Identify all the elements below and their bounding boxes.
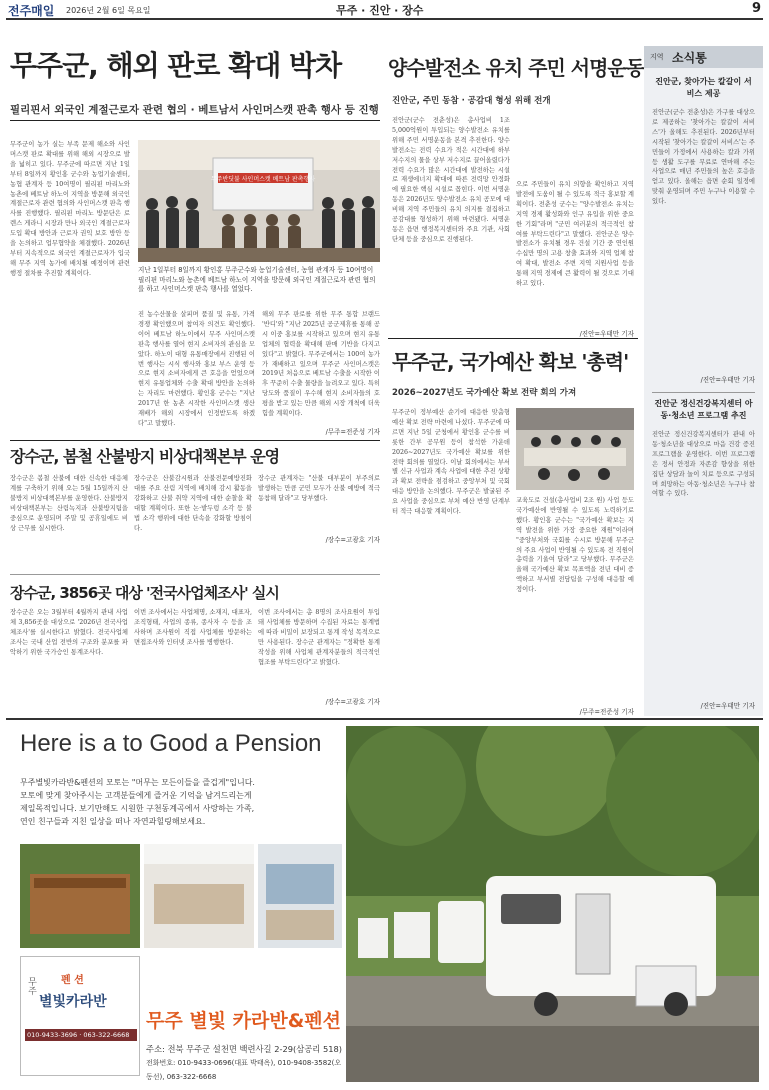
- byline: /장수=고광호 기자: [325, 698, 380, 706]
- forest-headline: 장수군, 봄철 산불방지 비상대책본부 운영: [10, 447, 280, 466]
- budget-meeting-photo: [516, 408, 634, 490]
- byline: /무주=전준성 기자: [325, 428, 380, 436]
- sidebar-label-big: 소식통: [672, 51, 707, 65]
- pension-logo: 무주 별빛카라반 펜 션 010-9433-3696 · 063-322-6668: [20, 956, 140, 1076]
- photo-caption: 지난 1일부터 8일까지 황인홍 무주군수와 농업기술센터, 농협 관계자 등 10여명이 필리핀 마리노와 농촌에 베트남 하노이 지역을 방문해 외국인 계절근로자 관련 협의를 하고 사인머스캣 판촉 행사를 열었다.: [138, 266, 376, 294]
- main-article-body: 진 농수산물을 살피며 품질 및 유통, 가격 경쟁 확인했으며 참여자 의견도 확인했다. 이어 베트남 하노이에서 무주 사인머스캣 판촉 행사를 열어 현지 소비자의 관심을 모았다. 하노이 대형 유통매장에서 진행된 이번 행사는 시식 행사와 홍보 부스 운영 등으로 현지 소비자에게 큰 호응을 얻었으며 현지 유통업체와 수출 확대 방안을 논의하는 자리도 마련했다. 황인홍 군수는 "지난 2017년 한 농촌 시작한 사인머스캣 생산 재배가 해외 시장에서 인정받도록 하겠다"고 말했다.: [138, 311, 255, 427]
- divider: [10, 440, 380, 441]
- newspaper-logo: 전주매일: [8, 4, 55, 18]
- survey-article-body: 이번 조사에서는 사업체명, 소재지, 대표자, 조직형태, 사업의 종류, 종사자 수 등을 조사하며 조사원이 직접 사업체를 방문하는 면접조사와 인터넷 조사를 병행한다.: [134, 609, 252, 646]
- page-header: [6, 0, 763, 20]
- budget-article-body: 교육도로 건설(총사업비 2조 원) 사업 등도 국가예산에 반영될 수 있도록 노력하기로 했다. 황인홍 군수는 "국가예산 확보는 지역 발전을 위한 가장 중요한 재원"이라며 "중앙부처와 국회를 수시로 방문해 무주군의 주요 사업이 반영될 수 있도록 전 직원이 총력을 기울여 달라"고 당부했다. 무주군은 올해 국가예산 확보 목표액을 전년 대비 증액하고 부서별 전담팀을 구성해 대응할 예정이다.: [516, 497, 634, 594]
- divider: [10, 120, 380, 121]
- main-article-body: 무주군이 농가 실는 부족 문제 해소와 사인머스캣 판로 확대를 위해 해외 시장으로 발을 넓히고 있다. 무주군에 따르면 지난 1일부터 8일까지 황인홍 군수와 농업기술센터, 농협 관계자 등 10여명이 필리핀 마리노와 농촌에 베트남 하노이 지역을 방문해 외국인 계절근로자 관련 협의와 사인머스캣 판촉 행사를 진행했다. 필리핀 마리노 방문단은 로렌스 게라니 시장과 만나 외국인 계절근로자 도입 확대 방안과 근로자 권익 보호 방안 등을 논의하고 업무협약을 체결했다. 2026년부터 지속적으로 외국인 계절근로자가 입국해 무주 지역 농가에 배치될 예정이며 관련 행정 절차를 추진할 계획이다.: [10, 141, 130, 277]
- room-photo: [144, 844, 254, 948]
- caravan-photo: [346, 726, 759, 1082]
- sidebar-item-title: 진안군 정신건강복지센터 아동·청소년 프로그램 추진: [654, 399, 753, 420]
- ad-intro: 무주별빛카라반&펜션의 모토는 "머무는 모든이들을 즐겁게"입니다. 모토에 맞게 찾아주시는 고객분들에게 즐거운 기억을 남겨드리는게 제일목적입니다. 보기만해도 시원한 구천동계곡에서 사랑하는 가족, 연인 친구들과 지친 일상을 떠나 자연과힐링해보세요.: [20, 778, 255, 826]
- forest-article-body: 장수군은 산불감시원과 산불전문예방진화대를 주요 산림 지역에 배치해 감시 활동을 강화하고 산불 취약 지역에 대한 순찰을 확대할 계획이다. 또한 논·밭두렁 소각 등 불법 소각 행위에 대한 단속을 강화할 방침이다.: [134, 475, 252, 532]
- sidebar-header: [644, 46, 763, 68]
- divider: [10, 574, 380, 575]
- sidebar-item-body: 진안군(군수 전춘성)은 가구를 대상으로 제공하는 '찾아가는 칼갈이 서비스'가 올해도 추진된다. 2026년부터 시작된 '찾아가는 칼갈이 서비스'는 주민들이 가정에서 사용하는 칼과 가위 등 생활 도구를 무료로 연마해 주는 사업으로 매년 주민들의 높은 호응을 얻고 있다. 올해는 읍면 순회 일정에 맞춰 운영되며 주민 누구나 이용할 수 있다.: [652, 109, 755, 206]
- budget-headline: 무주군, 국가예산 확보 '총력': [392, 350, 629, 374]
- byline: /진안=우태만 기자: [579, 330, 634, 338]
- survey-headline: 장수군, 3856곳 대상 '전국사업체조사' 실시: [10, 584, 279, 602]
- yangsu-headline: 양수발전소 유치 주민 서명운동: [388, 56, 645, 80]
- local-news-sidebar: [644, 46, 763, 716]
- ad-headline: Here is a to Good a Pension: [20, 730, 322, 757]
- divider: [388, 338, 638, 339]
- survey-article-body: 이번 조사에서는 총 8명의 조사요원이 투입돼 사업체를 방문하며 수집된 자료는 통계법에 따라 비밀이 보장되고 통계 작성 목적으로만 사용된다. 장수군 관계자는 "정확한 통계 작성을 위해 사업체 관계자분들의 적극적인 협조를 부탁드린다"고 밝혔다.: [258, 609, 380, 666]
- budget-article-body: 무주군이 정부예산 순기에 대응한 맞춤형 예산 확보 전략 마련에 나섰다. 무주군에 따르면 지난 5일 군청에서 황인홍 군수를 비롯한 간부 공무원 등이 참석한 가운데 2026~2027년도 국가예산 확보를 위한 전략 회의를 열었다. 이날 회의에서는 부서별 신규 사업과 계속 사업에 대한 추진 상황과 확보 전략을 점검하고 중앙부처 및 국회 대응 방안을 논의했다. 무주군은 발굴된 주요 사업을 중심으로 부처 예산 반영 단계부터 적극 대응할 계획이다.: [392, 409, 510, 516]
- page-number: 9: [751, 1, 761, 16]
- budget-subheadline: 2026~2027년도 국가예산 확보 전략 회의 가져: [392, 388, 577, 398]
- forest-article-body: 장수군은 봄철 산불에 대한 신속한 대응체계를 구축하기 위해 오는 5월 15일까지 산불방지 비상대책본부를 운영한다. 산불방지 비상대책본부는 산림녹지과 산불방지팀을 중심으로 운영되며 주말 및 공휴일에도 비상 근무를 실시한다.: [10, 475, 128, 532]
- sidebar-label-small: 지역: [650, 53, 664, 61]
- ad-address: 주소: 전북 무주군 설천면 백련사길 2-29(삼공리 518): [146, 1044, 343, 1054]
- pension-advertisement: [6, 718, 763, 1086]
- section-title: 무주 · 진안 · 장수: [336, 4, 424, 17]
- deck-photo: [20, 844, 140, 948]
- forest-article-body: 장수군 관계자는 "산불 대부분이 부주의로 발생하는 만큼 군민 모두가 산불 예방에 적극 동참해 달라"고 당부했다.: [258, 475, 380, 502]
- byline: /무주=전준성 기자: [579, 708, 634, 716]
- sidebar-item-title: 진안군, 찾아가는 칼갈이 서비스 제공: [655, 77, 752, 98]
- yangsu-article-body: 진안군(군수 전춘성)은 총사업비 1조5,000억원이 투입되는 양수발전소 유치를 위해 주민 서명운동을 본격 추진한다. 양수발전소는 전력 수요가 적은 시간대에 하부 저수지의 물을 상부 저수지로 끌어올렸다가 전력 수요가 많은 시간대에 발전하는 시설로 재생에너지 확대에 따른 전력망 안정화에 필요한 핵심 시설로 꼽힌다. 이번 서명운동은 2026년도 양수발전소 유치 공모에 대비해 지역 주민들의 유치 의지를 결집하고 공감대를 형성하기 위해 마련됐다. 서명운동은 읍면 행정복지센터와 주요 기관, 사회단체 등을 중심으로 진행된다.: [392, 117, 510, 243]
- sidebar-item-body: 진안군 정신건강복지센터가 관내 아동·청소년을 대상으로 마음 건강 증진 프로그램을 운영한다. 이번 프로그램은 정서 안정과 자존감 향상을 위한 집단 상담과 놀이 치료 등으로 구성되며 희망하는 아동·청소년은 누구나 참여할 수 있다.: [652, 431, 755, 498]
- photo-banner-text: 무주반딧불 사인머스캣 베트남 판촉행사: [210, 176, 316, 183]
- byline: /장수=고광호 기자: [325, 536, 380, 544]
- ad-business-name: 무주 별빛 카라반&펜션: [146, 1010, 341, 1032]
- main-article-photo: [138, 140, 380, 262]
- yangsu-article-body: 으로 주민들이 유치 의향을 확인하고 지역 발전에 도움이 될 수 있도록 적극 홍보할 계획이다. 전춘성 군수는 "양수발전소 유치는 지역 경제 활성화와 인구 유입을 위한 중요한 기회"라며 "군민 여러분의 적극적인 참여를 부탁드린다"고 말했다. 진안군은 양수발전소가 유치될 경우 건설 기간 중 연인원 수십만 명의 고용 창출 효과와 지역 업체 참여 확대, 발전소 주변 지역 지원사업 등을 통해 지역 경제에 큰 활력이 될 것으로 기대하고 있다.: [516, 181, 634, 288]
- issue-date: 2026년 2월 6일 목요일: [66, 6, 151, 15]
- byline: /진안=우태만 기자: [700, 376, 755, 384]
- interior-photo: [258, 844, 342, 948]
- survey-article-body: 장수군은 오는 3월부터 4월까지 관내 사업체 3,856곳을 대상으로 '2026년 전국사업체조사'를 실시한다고 밝혔다. 전국사업체조사는 국내 산업 전반의 구조와 분포를 파악하기 위한 국가승인 통계조사다.: [10, 609, 128, 656]
- main-article-body: 해외 무주 판로를 위한 무주 통합 브랜드 '반디'와 "지난 2025년 공군제휴를 통해 공시 이중 홍보를 시작하고 있으며 현지 유통업체의 협력을 확대해 판매 기반을 다지고 있다"고 밝혔다. 무주군에서는 100여 농가가 재배하고 있으며 무주군 사인머스캣은 2019년 처음으로 베트남 수출을 시작한 이후 꾸준히 수출 물량을 늘려오고 있다. 특히 당도와 품질이 우수해 현지 소비자들의 호평을 받고 있는 만큼 해외 시장 개척에 더욱 힘쓸 계획이다.: [262, 311, 380, 418]
- divider: [652, 392, 755, 393]
- yangsu-subheadline: 진안군, 주민 동참 · 공감대 형성 위해 전개: [392, 96, 551, 106]
- byline: /진안=우태만 기자: [700, 702, 755, 710]
- main-headline: 무주군, 해외 판로 확대 박차: [10, 49, 342, 82]
- ad-phone: 전화번호: 010-9433-0696(대표 박태옥), 010-9408-3582(오동선), 063-322-6668: [146, 1059, 342, 1081]
- main-subheadline: 필리핀서 외국인 계절근로자 관련 협의 · 베트남서 사인머스캣 판촉 행사 등 진행: [10, 104, 379, 116]
